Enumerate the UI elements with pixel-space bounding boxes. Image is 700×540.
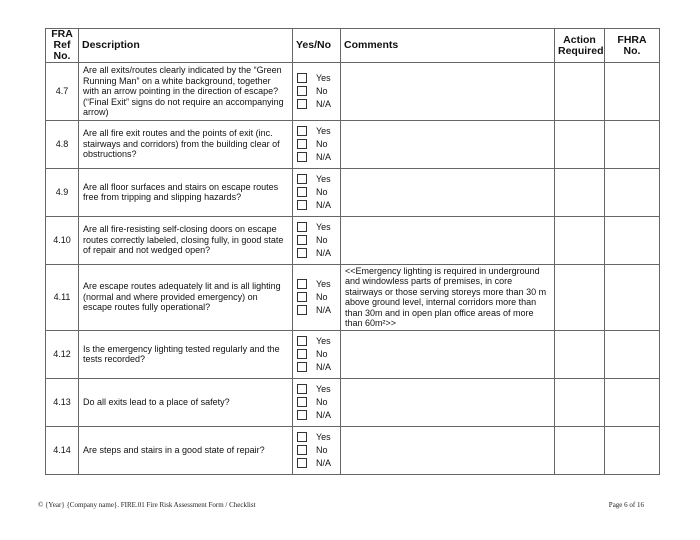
table-row: [46, 378, 660, 426]
description-cell: Are all floor surfaces and stairs on escape routes free from tripping and slipping hazards?: [79, 168, 293, 216]
action-required-cell[interactable]: [555, 120, 605, 168]
checkbox-option-na[interactable]: [297, 361, 340, 374]
checkbox-option-no[interactable]: [297, 234, 340, 247]
checkbox-label: N/A: [316, 248, 332, 258]
checkbox-option-yes[interactable]: [297, 72, 340, 85]
checkbox-icon[interactable]: [297, 222, 307, 232]
fhra-no-cell[interactable]: [605, 120, 660, 168]
description-cell: Do all exits lead to a place of safety?: [79, 378, 293, 426]
fra-ref-cell: 4.8: [46, 120, 79, 168]
action-required-cell[interactable]: [555, 378, 605, 426]
checkbox-option-na[interactable]: [297, 304, 340, 317]
checkbox-option-no[interactable]: [297, 138, 340, 151]
table-row: [46, 63, 660, 121]
description-cell: Are all exits/routes clearly indicated by the “Green Running Man” on a white background, together with an arrow pointing in the direction of escape? (“Final Exit” signs do not require an accompanying arrow): [79, 63, 293, 121]
fhra-no-cell[interactable]: [605, 264, 660, 330]
checkbox-icon[interactable]: [297, 384, 307, 394]
fhra-no-cell[interactable]: [605, 330, 660, 378]
fra-ref-cell: 4.7: [46, 63, 79, 121]
header-comments: Comments: [341, 29, 555, 63]
checkbox-icon[interactable]: [297, 432, 307, 442]
fhra-no-cell[interactable]: [605, 168, 660, 216]
description-cell: Are escape routes adequately lit and is all lighting (normal and where provided emergency) on escape routes fully operational?: [79, 264, 293, 330]
fire-risk-checklist-table: [45, 28, 660, 475]
comments-cell[interactable]: [341, 63, 555, 121]
comments-cell[interactable]: [341, 168, 555, 216]
checkbox-option-no[interactable]: [297, 396, 340, 409]
comments-cell[interactable]: [341, 330, 555, 378]
comments-cell[interactable]: [341, 120, 555, 168]
checkbox-option-no[interactable]: [297, 85, 340, 98]
checkbox-label: N/A: [316, 152, 332, 162]
checkbox-option-no[interactable]: [297, 348, 340, 361]
yes-no-cell: [293, 216, 341, 264]
checkbox-option-no[interactable]: [297, 444, 340, 457]
table-row: [46, 216, 660, 264]
yes-no-cell: [293, 168, 341, 216]
fra-ref-cell: 4.10: [46, 216, 79, 264]
action-required-cell[interactable]: [555, 264, 605, 330]
checkbox-option-yes[interactable]: [297, 278, 340, 291]
fra-ref-cell: 4.14: [46, 426, 79, 474]
checkbox-label: Yes: [316, 336, 331, 346]
checkbox-icon[interactable]: [297, 349, 307, 359]
description-cell: Are all fire exit routes and the points of exit (inc. stairways and corridors) from the building clear of obstructions?: [79, 120, 293, 168]
checkbox-option-yes[interactable]: [297, 383, 340, 396]
description-cell: Are steps and stairs in a good state of repair?: [79, 426, 293, 474]
checkbox-label: Yes: [316, 432, 331, 442]
table-row: [46, 426, 660, 474]
checkbox-label: N/A: [316, 99, 332, 110]
yes-no-cell: [293, 63, 341, 121]
checkbox-icon[interactable]: [297, 397, 307, 407]
checkbox-label: N/A: [316, 305, 332, 315]
fhra-no-cell[interactable]: [605, 63, 660, 121]
fhra-no-cell[interactable]: [605, 426, 660, 474]
checkbox-label: No: [316, 187, 328, 197]
checkbox-icon[interactable]: [297, 248, 307, 258]
checkbox-label: No: [316, 397, 328, 407]
header-action-required: Action Required: [555, 29, 605, 63]
checkbox-option-yes[interactable]: [297, 125, 340, 138]
checkbox-option-na[interactable]: [297, 409, 340, 422]
checkbox-label: N/A: [316, 410, 332, 420]
checkbox-label: No: [316, 86, 328, 97]
checkbox-icon[interactable]: [297, 336, 307, 346]
checkbox-icon[interactable]: [297, 279, 307, 289]
checkbox-label: N/A: [316, 458, 332, 468]
checkbox-icon[interactable]: [297, 126, 307, 136]
checkbox-option-na[interactable]: [297, 247, 340, 260]
header-fhra-no: FHRA No.: [605, 29, 660, 63]
checkbox-label: No: [316, 235, 328, 245]
footer-copyright: © {Year} {Company name}. FIRE.01 Fire Risk Assessment Form / Checklist: [38, 501, 256, 509]
checkbox-option-no[interactable]: [297, 291, 340, 304]
checkbox-option-na[interactable]: [297, 199, 340, 212]
comments-cell[interactable]: [341, 426, 555, 474]
checkbox-option-yes[interactable]: [297, 221, 340, 234]
checkbox-icon[interactable]: [297, 152, 307, 162]
fra-ref-cell: 4.9: [46, 168, 79, 216]
checkbox-icon[interactable]: [297, 362, 307, 372]
fra-ref-cell: 4.13: [46, 378, 79, 426]
checkbox-label: Yes: [316, 384, 331, 394]
checkbox-icon[interactable]: [297, 445, 307, 455]
checkbox-icon[interactable]: [297, 187, 307, 197]
checkbox-icon[interactable]: [297, 305, 307, 315]
checkbox-icon[interactable]: [297, 458, 307, 468]
checkbox-label: N/A: [316, 200, 332, 210]
checkbox-icon[interactable]: [297, 292, 307, 302]
checkbox-label: No: [316, 292, 328, 302]
checklist-sheet: [45, 28, 661, 475]
checkbox-icon[interactable]: [297, 235, 307, 245]
yes-no-cell: [293, 120, 341, 168]
checkbox-label: Yes: [316, 279, 331, 289]
checkbox-label: Yes: [316, 73, 331, 84]
footer-page-number: Page 6 of 16: [608, 501, 644, 509]
yes-no-cell: [293, 426, 341, 474]
action-required-cell[interactable]: [555, 426, 605, 474]
fra-ref-cell: 4.11: [46, 264, 79, 330]
table-row: [46, 264, 660, 330]
checkbox-label: Yes: [316, 222, 331, 232]
checkbox-option-no[interactable]: [297, 186, 340, 199]
fhra-no-cell[interactable]: [605, 378, 660, 426]
header-yes-no: Yes/No: [293, 29, 341, 63]
checkbox-icon[interactable]: [297, 99, 307, 109]
table-row: [46, 120, 660, 168]
checkbox-icon[interactable]: [297, 139, 307, 149]
table-row: [46, 168, 660, 216]
checkbox-option-na[interactable]: [297, 98, 340, 111]
yes-no-cell: [293, 378, 341, 426]
checkbox-label: No: [316, 445, 328, 455]
yes-no-cell: [293, 264, 341, 330]
checkbox-icon[interactable]: [297, 174, 307, 184]
checkbox-icon[interactable]: [297, 410, 307, 420]
checkbox-option-yes[interactable]: [297, 335, 340, 348]
checkbox-label: Yes: [316, 126, 331, 136]
comments-cell[interactable]: [341, 378, 555, 426]
checkbox-label: Yes: [316, 174, 331, 184]
header-fra-ref: FRA Ref No.: [46, 29, 79, 63]
checkbox-icon[interactable]: [297, 73, 307, 83]
checkbox-icon[interactable]: [297, 86, 307, 96]
action-required-cell[interactable]: [555, 216, 605, 264]
checkbox-option-yes[interactable]: [297, 173, 340, 186]
checkbox-option-na[interactable]: [297, 457, 340, 470]
checkbox-label: No: [316, 349, 328, 359]
description-cell: Is the emergency lighting tested regularly and the tests recorded?: [79, 330, 293, 378]
action-required-cell[interactable]: [555, 330, 605, 378]
checkbox-option-na[interactable]: [297, 151, 340, 164]
description-cell: Are all fire-resisting self-closing doors on escape routes correctly labeled, closing fully, in good state of repair and not wedged open?: [79, 216, 293, 264]
checkbox-label: No: [316, 139, 328, 149]
header-description: Description: [79, 29, 293, 63]
fhra-no-cell[interactable]: [605, 216, 660, 264]
action-required-cell[interactable]: [555, 168, 605, 216]
comments-cell[interactable]: <<Emergency lighting is required in underground and windowless parts of premises, in core stairways or those serving storeys more than 30 m above ground level, internal corridors more than than 30m and in open plan office areas of more than 60m²>>: [341, 264, 555, 330]
action-required-cell[interactable]: [555, 63, 605, 121]
comments-cell[interactable]: [341, 216, 555, 264]
table-row: [46, 330, 660, 378]
checkbox-icon[interactable]: [297, 200, 307, 210]
checkbox-label: N/A: [316, 362, 332, 372]
table-header-row: [46, 29, 660, 63]
fra-ref-cell: 4.12: [46, 330, 79, 378]
checkbox-option-yes[interactable]: [297, 431, 340, 444]
yes-no-cell: [293, 330, 341, 378]
